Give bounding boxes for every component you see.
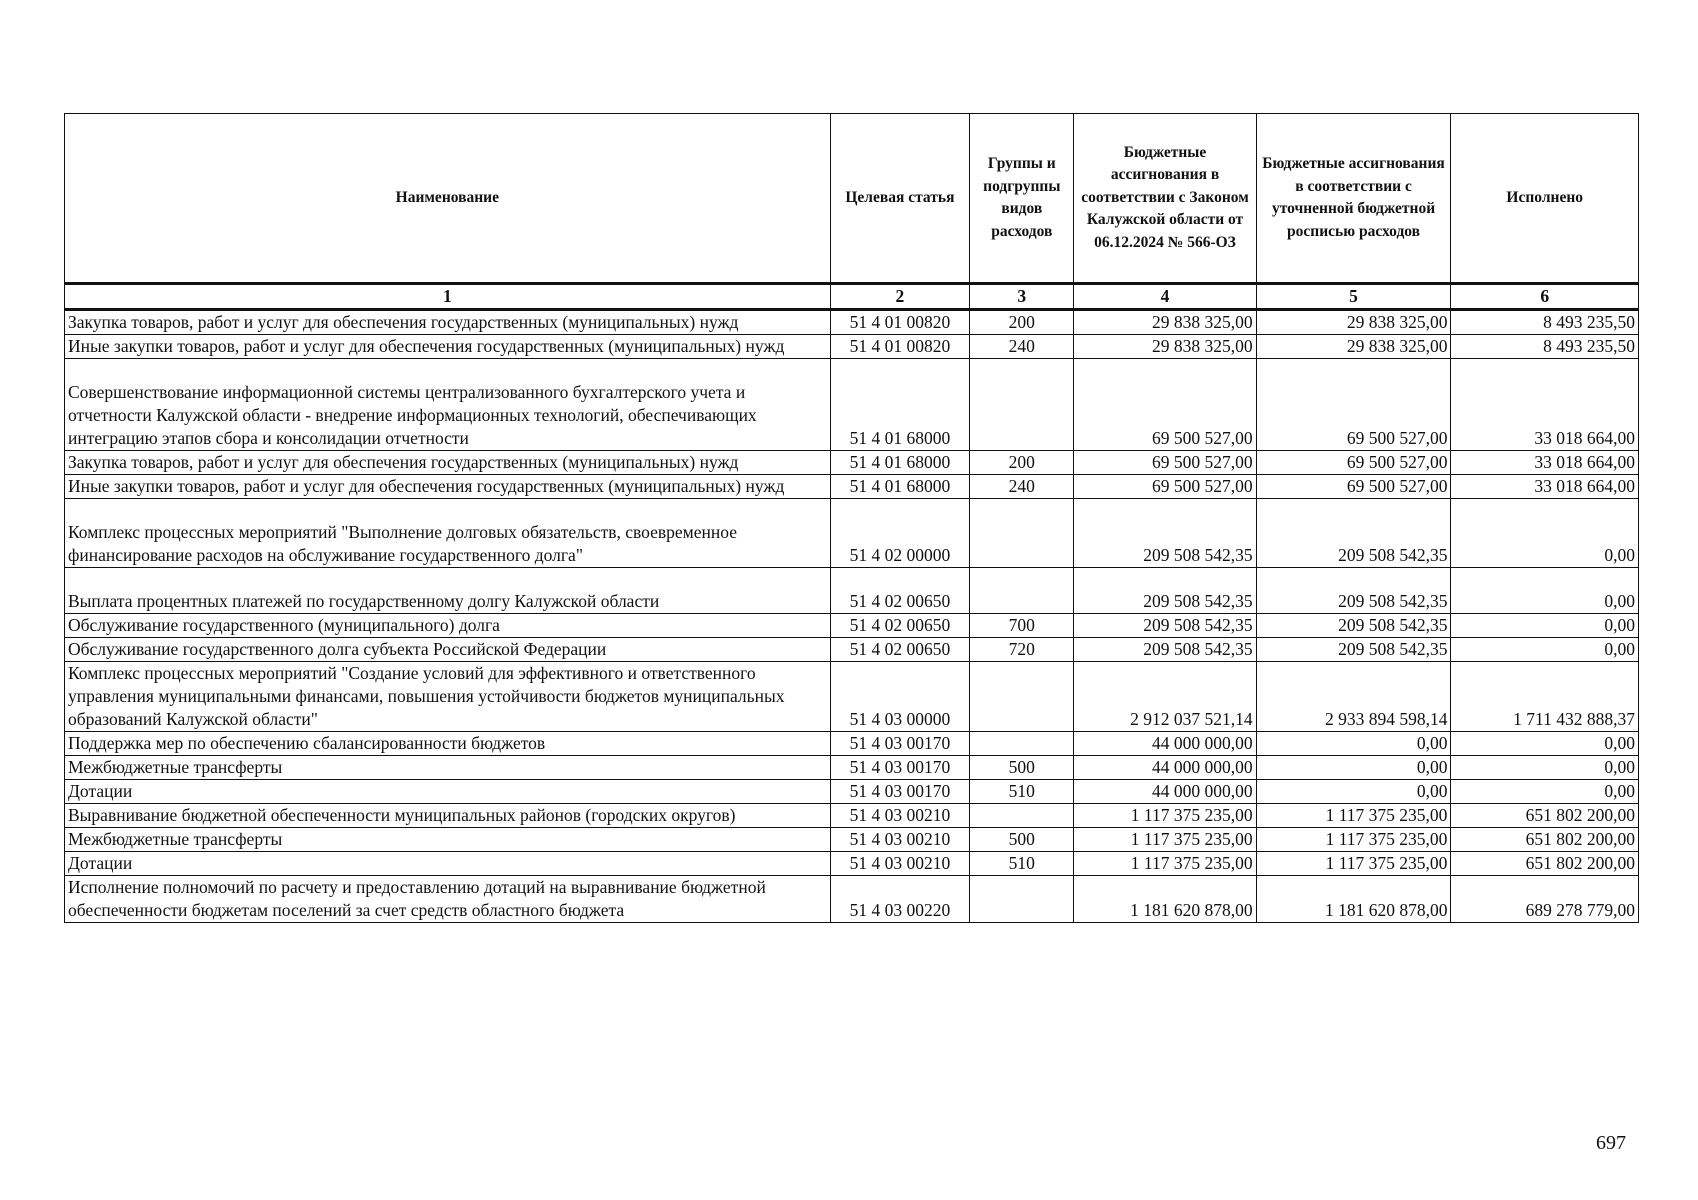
row-law-amount: 2 912 037 521,14 (1074, 662, 1256, 732)
row-group: 200 (970, 310, 1074, 335)
row-name: Иные закупки товаров, работ и услуг для обеспечения государственных (муниципальных) нужд (65, 475, 831, 499)
column-header-group: Группы и подгруппы видов расходов (970, 114, 1074, 284)
row-code: 51 4 03 00210 (830, 852, 970, 876)
row-code: 51 4 03 00210 (830, 828, 970, 852)
row-executed-amount: 33 018 664,00 (1451, 475, 1639, 499)
row-name: Дотации (65, 780, 831, 804)
table-row (65, 475, 1639, 499)
table-row (65, 852, 1639, 876)
row-executed-amount: 0,00 (1451, 638, 1639, 662)
row-executed-amount: 689 278 779,00 (1451, 876, 1639, 923)
row-revised-amount: 0,00 (1256, 732, 1451, 756)
row-group: 510 (970, 780, 1074, 804)
row-law-amount: 1 117 375 235,00 (1074, 804, 1256, 828)
row-revised-amount: 0,00 (1256, 780, 1451, 804)
row-group: 720 (970, 638, 1074, 662)
row-executed-amount: 0,00 (1451, 568, 1639, 614)
row-code: 51 4 03 00170 (830, 732, 970, 756)
row-law-amount: 29 838 325,00 (1074, 335, 1256, 359)
row-name: Иные закупки товаров, работ и услуг для обеспечения государственных (муниципальных) нужд (65, 335, 831, 359)
row-group (970, 499, 1074, 568)
page-number: 697 (1596, 1132, 1626, 1154)
column-number-row (65, 284, 1639, 310)
row-name: Дотации (65, 852, 831, 876)
row-group: 240 (970, 475, 1074, 499)
table-row (65, 310, 1639, 335)
row-group: 500 (970, 756, 1074, 780)
column-number: 4 (1074, 284, 1256, 310)
row-law-amount: 29 838 325,00 (1074, 310, 1256, 335)
column-header-name: Наименование (65, 114, 831, 284)
row-code: 51 4 03 00210 (830, 804, 970, 828)
column-header-law: Бюджетные ассигнования в соответствии с Законом Калужской области от 06.12.2024 № 566-ОЗ (1074, 114, 1256, 284)
table-row (65, 662, 1639, 732)
row-name: Исполнение полномочий по расчету и предоставлению дотаций на выравнивание бюджетной обеспеченности бюджетам поселений за счет средств областного бюджета (65, 876, 831, 923)
row-law-amount: 69 500 527,00 (1074, 359, 1256, 451)
row-code: 51 4 01 68000 (830, 451, 970, 475)
row-group (970, 732, 1074, 756)
row-code: 51 4 02 00000 (830, 499, 970, 568)
row-revised-amount: 1 117 375 235,00 (1256, 852, 1451, 876)
row-revised-amount: 0,00 (1256, 756, 1451, 780)
row-group (970, 568, 1074, 614)
column-number: 6 (1451, 284, 1639, 310)
row-revised-amount: 69 500 527,00 (1256, 475, 1451, 499)
column-number: 3 (970, 284, 1074, 310)
row-code: 51 4 03 00170 (830, 780, 970, 804)
row-revised-amount: 1 117 375 235,00 (1256, 804, 1451, 828)
row-revised-amount: 1 117 375 235,00 (1256, 828, 1451, 852)
row-code: 51 4 02 00650 (830, 638, 970, 662)
column-number: 2 (830, 284, 970, 310)
row-name: Обслуживание государственного долга субъекта Российской Федерации (65, 638, 831, 662)
row-group (970, 662, 1074, 732)
row-group (970, 876, 1074, 923)
row-name: Выравнивание бюджетной обеспеченности муниципальных районов (городских округов) (65, 804, 831, 828)
row-name: Обслуживание государственного (муниципального) долга (65, 614, 831, 638)
row-revised-amount: 29 838 325,00 (1256, 335, 1451, 359)
row-law-amount: 209 508 542,35 (1074, 499, 1256, 568)
row-executed-amount: 0,00 (1451, 780, 1639, 804)
table-row (65, 335, 1639, 359)
column-header-executed: Исполнено (1451, 114, 1639, 284)
row-revised-amount: 209 508 542,35 (1256, 499, 1451, 568)
row-name: Совершенствование информационной системы централизованного бухгалтерского учета и отчетности Калужской области - внедрение информационных технологий, обеспечивающих интеграцию этапов сбора и консолидации отчетности (65, 359, 831, 451)
row-revised-amount: 209 508 542,35 (1256, 614, 1451, 638)
row-group: 240 (970, 335, 1074, 359)
row-code: 51 4 02 00650 (830, 614, 970, 638)
row-executed-amount: 8 493 235,50 (1451, 310, 1639, 335)
column-number: 1 (65, 284, 831, 310)
row-executed-amount: 651 802 200,00 (1451, 852, 1639, 876)
table-row (65, 732, 1639, 756)
row-group (970, 804, 1074, 828)
column-number: 5 (1256, 284, 1451, 310)
column-header-code: Целевая статья (830, 114, 970, 284)
table-row (65, 614, 1639, 638)
table-row (65, 451, 1639, 475)
table-row (65, 756, 1639, 780)
row-group: 500 (970, 828, 1074, 852)
row-code: 51 4 01 68000 (830, 359, 970, 451)
row-group (970, 359, 1074, 451)
table-row (65, 359, 1639, 451)
row-executed-amount: 651 802 200,00 (1451, 828, 1639, 852)
row-revised-amount: 209 508 542,35 (1256, 568, 1451, 614)
row-law-amount: 209 508 542,35 (1074, 568, 1256, 614)
table-row (65, 499, 1639, 568)
row-name: Комплекс процессных мероприятий "Выполнение долговых обязательств, своевременное финансирование расходов на обслуживание государственного долга" (65, 499, 831, 568)
row-law-amount: 1 117 375 235,00 (1074, 828, 1256, 852)
row-code: 51 4 03 00220 (830, 876, 970, 923)
row-name: Закупка товаров, работ и услуг для обеспечения государственных (муниципальных) нужд (65, 451, 831, 475)
row-law-amount: 44 000 000,00 (1074, 780, 1256, 804)
row-executed-amount: 8 493 235,50 (1451, 335, 1639, 359)
row-code: 51 4 03 00170 (830, 756, 970, 780)
row-executed-amount: 33 018 664,00 (1451, 359, 1639, 451)
row-name: Межбюджетные трансферты (65, 828, 831, 852)
row-group: 700 (970, 614, 1074, 638)
row-executed-amount: 0,00 (1451, 756, 1639, 780)
row-law-amount: 209 508 542,35 (1074, 638, 1256, 662)
row-law-amount: 1 181 620 878,00 (1074, 876, 1256, 923)
row-revised-amount: 29 838 325,00 (1256, 310, 1451, 335)
row-name: Поддержка мер по обеспечению сбалансированности бюджетов (65, 732, 831, 756)
row-code: 51 4 01 00820 (830, 310, 970, 335)
row-law-amount: 69 500 527,00 (1074, 475, 1256, 499)
row-executed-amount: 0,00 (1451, 614, 1639, 638)
table-row (65, 804, 1639, 828)
table-row (65, 780, 1639, 804)
row-code: 51 4 01 68000 (830, 475, 970, 499)
row-name: Межбюджетные трансферты (65, 756, 831, 780)
row-law-amount: 69 500 527,00 (1074, 451, 1256, 475)
table-row (65, 828, 1639, 852)
row-revised-amount: 1 181 620 878,00 (1256, 876, 1451, 923)
row-executed-amount: 33 018 664,00 (1451, 451, 1639, 475)
budget-table (64, 113, 1639, 923)
table-row (65, 568, 1639, 614)
row-law-amount: 1 117 375 235,00 (1074, 852, 1256, 876)
row-executed-amount: 0,00 (1451, 499, 1639, 568)
row-revised-amount: 69 500 527,00 (1256, 451, 1451, 475)
table-row (65, 638, 1639, 662)
row-code: 51 4 03 00000 (830, 662, 970, 732)
header-row (65, 114, 1639, 284)
table-row (65, 876, 1639, 923)
row-executed-amount: 1 711 432 888,37 (1451, 662, 1639, 732)
row-law-amount: 44 000 000,00 (1074, 756, 1256, 780)
row-name: Выплата процентных платежей по государственному долгу Калужской области (65, 568, 831, 614)
row-group: 200 (970, 451, 1074, 475)
row-law-amount: 209 508 542,35 (1074, 614, 1256, 638)
row-code: 51 4 02 00650 (830, 568, 970, 614)
column-header-revised: Бюджетные ассигнования в соответствии с уточненной бюджетной росписью расходов (1256, 114, 1451, 284)
row-revised-amount: 209 508 542,35 (1256, 638, 1451, 662)
row-name: Комплекс процессных мероприятий "Создание условий для эффективного и ответственного управления муниципальными финансами, повышения устойчивости бюджетов муниципальных образований Калужской области" (65, 662, 831, 732)
row-group: 510 (970, 852, 1074, 876)
row-code: 51 4 01 00820 (830, 335, 970, 359)
row-law-amount: 44 000 000,00 (1074, 732, 1256, 756)
row-revised-amount: 2 933 894 598,14 (1256, 662, 1451, 732)
row-revised-amount: 69 500 527,00 (1256, 359, 1451, 451)
row-name: Закупка товаров, работ и услуг для обеспечения государственных (муниципальных) нужд (65, 310, 831, 335)
row-executed-amount: 0,00 (1451, 732, 1639, 756)
row-executed-amount: 651 802 200,00 (1451, 804, 1639, 828)
